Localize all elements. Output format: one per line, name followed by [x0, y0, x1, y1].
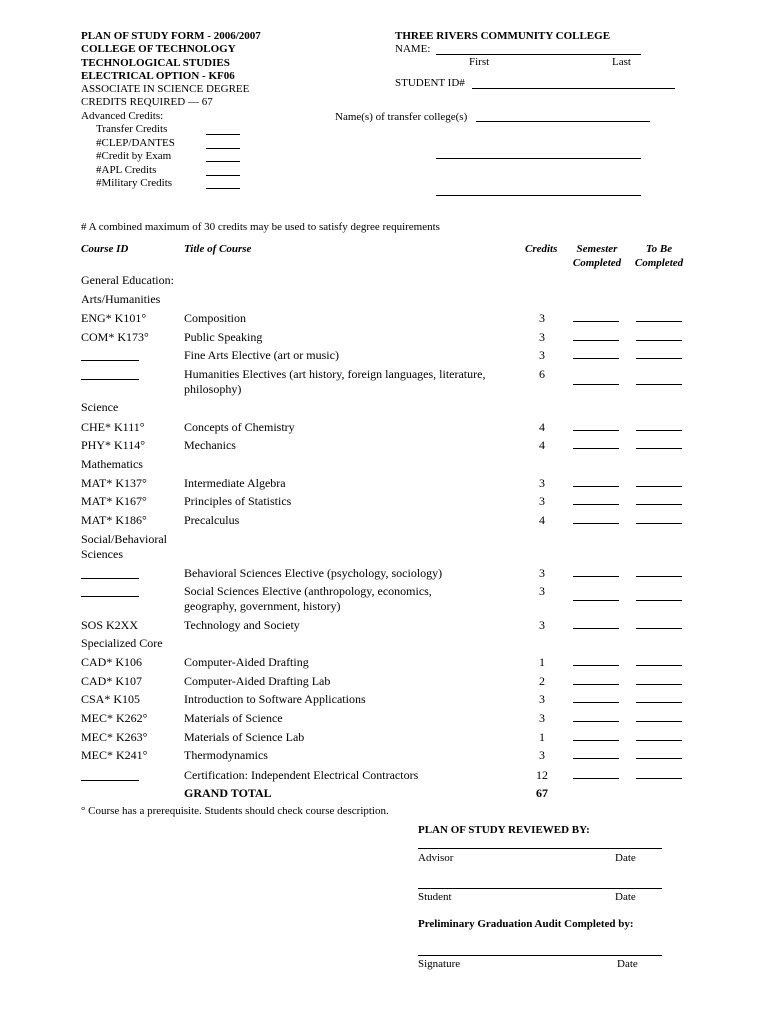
course-credits: 3	[539, 311, 545, 325]
prerequisite-footnote: ° Course has a prerequisite. Students should check course description.	[81, 805, 389, 817]
section-social-line1: Social/Behavioral	[81, 532, 167, 546]
section-mathematics: Mathematics	[81, 457, 143, 471]
course-title: Fine Arts Elective (art or music)	[184, 348, 339, 362]
to-be-completed-blank[interactable]	[636, 721, 682, 722]
form-title: PLAN OF STUDY FORM - 2006/2007	[81, 30, 261, 42]
name-label: NAME:	[395, 43, 431, 55]
advanced-item-clep	[96, 137, 175, 151]
course-credits: 3	[539, 494, 545, 508]
section-social-line2: Sciences	[81, 547, 123, 561]
advanced-item-blank[interactable]	[206, 188, 240, 189]
semester-header-line2: Completed	[572, 257, 622, 269]
title-header: Title of Course	[184, 243, 252, 255]
section-social	[81, 532, 167, 562]
advanced-item-blank[interactable]	[206, 161, 240, 162]
semester-completed-blank[interactable]	[573, 430, 619, 431]
course-title: Humanities Electives (art history, foreign languages, literature, philosophy)	[184, 367, 486, 396]
advanced-item-label: #APL Credits	[96, 163, 157, 176]
to-be-header-line2: Completed	[634, 257, 684, 269]
advisor-date-caption: Date	[615, 852, 636, 864]
to-be-completed-blank[interactable]	[636, 576, 682, 577]
course-id: MAT* K167°	[81, 494, 147, 508]
transfer-college-field-1[interactable]	[476, 108, 650, 122]
course-id: ENG* K101°	[81, 311, 147, 325]
semester-completed-blank[interactable]	[573, 778, 619, 779]
transfer-college-field-3[interactable]	[436, 182, 641, 196]
course-credits: 6	[539, 367, 545, 381]
semester-completed-blank[interactable]	[573, 628, 619, 629]
course-title: Computer-Aided Drafting	[184, 655, 309, 669]
course-title: Technology and Society	[184, 618, 300, 632]
to-be-completed-blank[interactable]	[636, 384, 682, 385]
semester-completed-blank[interactable]	[573, 523, 619, 524]
student-signature-line[interactable]	[418, 888, 662, 889]
course-credits: 1	[539, 730, 545, 744]
name-field[interactable]	[436, 40, 641, 55]
course-title: Materials of Science Lab	[184, 730, 305, 744]
student-date-caption: Date	[615, 891, 636, 903]
college-name: COLLEGE OF TECHNOLOGY	[81, 43, 236, 56]
course-title: Composition	[184, 311, 247, 325]
semester-completed-blank[interactable]	[573, 684, 619, 685]
course-credits: 3	[539, 711, 545, 725]
course-title: Behavioral Sciences Elective (psychology, sociology)	[184, 566, 443, 580]
credits-header: Credits	[525, 243, 558, 255]
advanced-item-apl	[96, 164, 175, 178]
option-name: ELECTRICAL OPTION - KF06	[81, 69, 235, 82]
section-science: Science	[81, 400, 119, 414]
course-title: Materials of Science	[184, 711, 283, 725]
course-id: COM* K173°	[81, 330, 149, 344]
course-title: Public Speaking	[184, 330, 263, 344]
semester-completed-blank[interactable]	[573, 504, 619, 505]
degree-name: ASSOCIATE IN SCIENCE DEGREE	[81, 83, 250, 96]
course-credits: 3	[539, 330, 545, 344]
course-id-blank[interactable]	[81, 368, 139, 380]
course-id: CAD* K106	[81, 655, 143, 669]
program-name: TECHNOLOGICAL STUDIES	[81, 56, 230, 69]
course-credits: 3	[539, 566, 545, 580]
combined-credits-note: # A combined maximum of 30 credits may be used to satisfy degree requirements	[81, 221, 440, 233]
to-be-header-line1: To Be	[645, 243, 673, 255]
advisor-caption: Advisor	[418, 852, 454, 864]
header-left	[81, 30, 261, 123]
course-title: Concepts of Chemistry	[184, 420, 295, 434]
advanced-credits-list	[96, 123, 175, 191]
course-credits: 3	[539, 618, 545, 632]
course-id: SOS K2XX	[81, 618, 139, 632]
course-title: Mechanics	[184, 438, 236, 452]
advanced-item-transfer	[96, 123, 175, 137]
grand-total-value: 67	[536, 786, 548, 800]
section-arts: Arts/Humanities	[81, 292, 161, 306]
advisor-signature-line[interactable]	[418, 848, 662, 849]
course-credits: 4	[539, 420, 545, 434]
audit-heading: Preliminary Graduation Audit Completed by:	[418, 918, 634, 930]
advanced-item-blank[interactable]	[206, 134, 240, 135]
course-credits: 3	[539, 476, 545, 490]
advanced-item-blank[interactable]	[206, 175, 240, 176]
advanced-credits-label: Advanced Credits:	[81, 109, 164, 122]
audit-date-caption: Date	[617, 958, 638, 970]
course-title: Intermediate Algebra	[184, 476, 286, 490]
course-id: MEC* K262°	[81, 711, 148, 725]
course-id: MEC* K241°	[81, 748, 148, 762]
course-title: Principles of Statistics	[184, 494, 292, 508]
course-credits: 12	[536, 768, 548, 782]
advanced-item-label: #CLEP/DANTES	[96, 136, 175, 149]
course-id-header: Course ID	[81, 243, 129, 255]
semester-completed-blank[interactable]	[573, 448, 619, 449]
to-be-header	[631, 242, 687, 270]
advanced-item-blank[interactable]	[206, 148, 240, 149]
to-be-completed-blank[interactable]	[636, 448, 682, 449]
course-credits: 3	[539, 748, 545, 762]
semester-completed-blank[interactable]	[573, 665, 619, 666]
course-credits: 4	[539, 513, 545, 527]
semester-completed-blank[interactable]	[573, 740, 619, 741]
to-be-completed-blank[interactable]	[636, 684, 682, 685]
course-title: Certification: Independent Electrical Contractors	[184, 768, 419, 782]
advanced-item-military	[96, 177, 175, 191]
course-credits: 3	[539, 348, 545, 362]
course-id: CSA* K105	[81, 692, 141, 706]
credits-required: CREDITS REQUIRED — 67	[81, 96, 213, 109]
semester-completed-blank[interactable]	[573, 721, 619, 722]
course-credits: 1	[539, 655, 545, 669]
to-be-completed-blank[interactable]	[636, 486, 682, 487]
to-be-completed-blank[interactable]	[636, 340, 682, 341]
review-heading: PLAN OF STUDY REVIEWED BY:	[418, 824, 590, 836]
semester-completed-blank[interactable]	[573, 702, 619, 703]
course-title: Precalculus	[184, 513, 240, 527]
advanced-item-label: #Military Credits	[96, 177, 173, 189]
to-be-completed-blank[interactable]	[636, 321, 682, 322]
student-id-field[interactable]	[472, 75, 675, 89]
to-be-completed-blank[interactable]	[636, 504, 682, 505]
course-id-blank[interactable]	[81, 585, 139, 597]
to-be-completed-blank[interactable]	[636, 523, 682, 524]
course-credits: 3	[539, 692, 545, 706]
course-id: CAD* K107	[81, 674, 143, 688]
course-id: PHY* K114°	[81, 438, 146, 452]
semester-header	[571, 242, 623, 270]
semester-completed-blank[interactable]	[573, 358, 619, 359]
course-id: CHE* K111°	[81, 420, 145, 434]
course-title: Thermodynamics	[184, 748, 268, 762]
to-be-completed-blank[interactable]	[636, 600, 682, 601]
transfer-college-label: Name(s) of transfer college(s)	[335, 111, 468, 123]
semester-completed-blank[interactable]	[573, 576, 619, 577]
to-be-completed-blank[interactable]	[636, 778, 682, 779]
audit-signature-line[interactable]	[418, 955, 662, 956]
semester-completed-blank[interactable]	[573, 758, 619, 759]
section-general-education: General Education:	[81, 273, 174, 287]
transfer-college-field-2[interactable]	[436, 145, 641, 159]
student-caption: Student	[418, 891, 452, 903]
course-credits: 3	[539, 584, 545, 598]
semester-completed-blank[interactable]	[573, 600, 619, 601]
college-title: THREE RIVERS COMMUNITY COLLEGE	[395, 30, 611, 42]
first-name-caption: First	[469, 56, 490, 68]
to-be-completed-blank[interactable]	[636, 358, 682, 359]
to-be-completed-blank[interactable]	[636, 702, 682, 703]
course-title: Computer-Aided Drafting Lab	[184, 674, 331, 688]
semester-completed-blank[interactable]	[573, 340, 619, 341]
to-be-completed-blank[interactable]	[636, 665, 682, 666]
course-id-blank[interactable]	[81, 567, 139, 579]
course-id: MAT* K186°	[81, 513, 147, 527]
advanced-item-exam	[96, 150, 175, 164]
semester-completed-blank[interactable]	[573, 384, 619, 385]
course-title: Social Sciences Elective (anthropology, economics, geography, government, history)	[184, 584, 432, 613]
course-credits: 2	[539, 674, 545, 688]
course-id-blank[interactable]	[81, 769, 139, 781]
student-id-label: STUDENT ID#	[395, 77, 465, 89]
semester-header-line1: Semester	[576, 243, 618, 255]
to-be-completed-blank[interactable]	[636, 740, 682, 741]
last-name-caption: Last	[612, 56, 631, 68]
section-specialized: Specialized Core	[81, 636, 163, 650]
to-be-completed-blank[interactable]	[636, 430, 682, 431]
semester-completed-blank[interactable]	[573, 321, 619, 322]
to-be-completed-blank[interactable]	[636, 628, 682, 629]
advanced-item-label: #Credit by Exam	[96, 150, 172, 162]
course-credits: 4	[539, 438, 545, 452]
grand-total-label: GRAND TOTAL	[184, 786, 272, 800]
signature-caption: Signature	[418, 958, 461, 970]
to-be-completed-blank[interactable]	[636, 758, 682, 759]
advanced-item-label: Transfer Credits	[96, 123, 168, 135]
semester-completed-blank[interactable]	[573, 486, 619, 487]
course-id-blank[interactable]	[81, 349, 139, 361]
course-id: MEC* K263°	[81, 730, 148, 744]
course-title: Introduction to Software Applications	[184, 692, 366, 706]
course-id: MAT* K137°	[81, 476, 147, 490]
